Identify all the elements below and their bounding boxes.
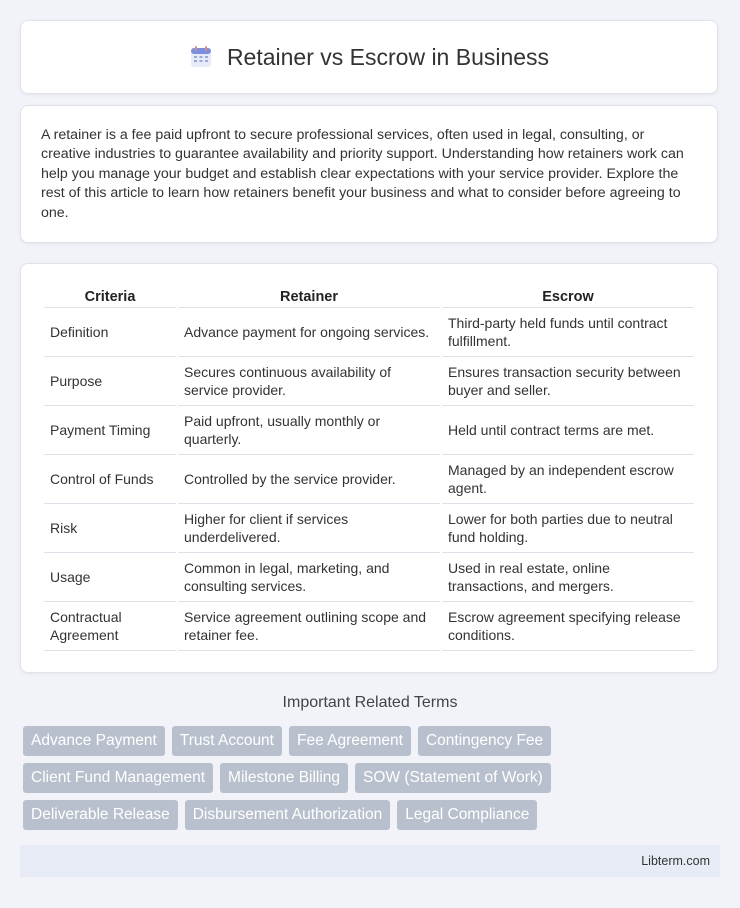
comparison-table bbox=[42, 284, 696, 651]
title-card bbox=[20, 20, 718, 94]
comparison-table-card bbox=[20, 263, 718, 673]
tag-trust-account[interactable]: Trust Account bbox=[172, 726, 282, 756]
column-header: Retainer bbox=[178, 284, 440, 308]
tag-milestone-billing[interactable]: Milestone Billing bbox=[220, 763, 348, 793]
intro-text: A retainer is a fee paid upfront to secure professional services, often used in legal, consulting, or creative industries to guarantee availability and priority support. Understanding how retainers work can help you manage your budget and establish clear expectations with your service provider. Explore the rest of this article to learn how retainers benefit your business and what to consider before agreeing to one. bbox=[41, 127, 684, 221]
tag-sow[interactable]: SOW (Statement of Work) bbox=[355, 763, 551, 793]
column-header: Criteria bbox=[44, 284, 176, 308]
table-row bbox=[44, 308, 694, 357]
table-cell: Risk bbox=[44, 504, 176, 553]
tag-row bbox=[23, 726, 723, 756]
table-cell: Advance payment for ongoing services. bbox=[178, 308, 440, 357]
related-terms-tags bbox=[23, 726, 723, 837]
table-cell: Controlled by the service provider. bbox=[178, 455, 440, 504]
tag-contingency-fee[interactable]: Contingency Fee bbox=[418, 726, 551, 756]
table-cell: Ensures transaction security between buyer and seller. bbox=[442, 357, 694, 406]
tag-advance-payment[interactable]: Advance Payment bbox=[23, 726, 165, 756]
table-cell: Escrow agreement specifying release conditions. bbox=[442, 602, 694, 651]
tag-client-fund-management[interactable]: Client Fund Management bbox=[23, 763, 213, 793]
table-row bbox=[44, 504, 694, 553]
tag-row bbox=[23, 763, 723, 793]
table-cell: Held until contract terms are met. bbox=[442, 406, 694, 455]
column-header: Escrow bbox=[442, 284, 694, 308]
calendar-icon bbox=[189, 45, 213, 69]
table-cell: Usage bbox=[44, 553, 176, 602]
table-cell: Managed by an independent escrow agent. bbox=[442, 455, 694, 504]
intro-card bbox=[20, 105, 718, 243]
tag-row bbox=[23, 800, 723, 830]
tag-disbursement-authorization[interactable]: Disbursement Authorization bbox=[185, 800, 391, 830]
related-terms-title: Important Related Terms bbox=[282, 694, 458, 711]
table-cell: Definition bbox=[44, 308, 176, 357]
table-cell: Purpose bbox=[44, 357, 176, 406]
table-row bbox=[44, 553, 694, 602]
tag-fee-agreement[interactable]: Fee Agreement bbox=[289, 726, 411, 756]
tag-legal-compliance[interactable]: Legal Compliance bbox=[397, 800, 537, 830]
page-title: Retainer vs Escrow in Business bbox=[226, 43, 550, 70]
table-row bbox=[44, 357, 694, 406]
table-cell: Higher for client if services underdelivered. bbox=[178, 504, 440, 553]
table-cell: Used in real estate, online transactions, and mergers. bbox=[442, 553, 694, 602]
table-row bbox=[44, 602, 694, 651]
table-cell: Service agreement outlining scope and retainer fee. bbox=[178, 602, 440, 651]
table-row bbox=[44, 406, 694, 455]
table-cell: Lower for both parties due to neutral fund holding. bbox=[442, 504, 694, 553]
table-cell: Paid upfront, usually monthly or quarterly. bbox=[178, 406, 440, 455]
footer bbox=[20, 845, 720, 877]
table-cell: Contractual Agreement bbox=[44, 602, 176, 651]
footer-brand-link[interactable]: Libterm.com bbox=[641, 854, 710, 868]
table-header-row bbox=[44, 284, 694, 308]
table-cell: Third-party held funds until contract fulfillment. bbox=[442, 308, 694, 357]
table-cell: Secures continuous availability of service provider. bbox=[178, 357, 440, 406]
table-cell: Control of Funds bbox=[44, 455, 176, 504]
tag-deliverable-release[interactable]: Deliverable Release bbox=[23, 800, 178, 830]
table-row bbox=[44, 455, 694, 504]
table-cell: Payment Timing bbox=[44, 406, 176, 455]
table-cell: Common in legal, marketing, and consulting services. bbox=[178, 553, 440, 602]
